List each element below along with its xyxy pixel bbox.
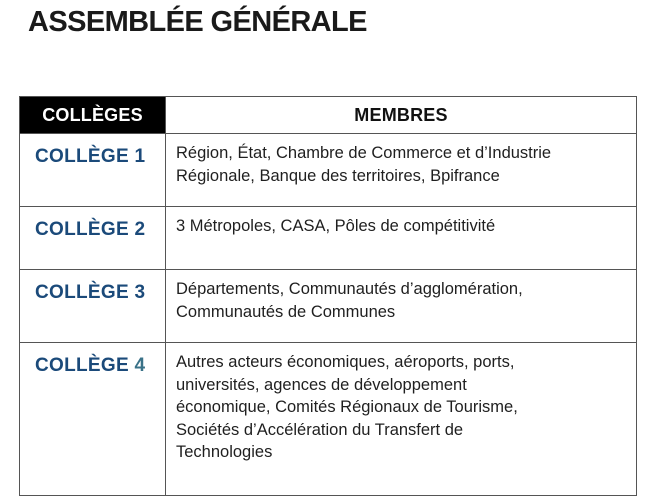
- table-row: [20, 343, 637, 496]
- members-cell: [166, 207, 637, 270]
- members-line: Technologies: [176, 443, 273, 461]
- members-line: Sociétés d’Accélération du Transfert de: [176, 420, 464, 439]
- members-line: Régionale, Banque des territoires, Bpifrance: [176, 166, 500, 185]
- assembly-table: [19, 96, 637, 496]
- members-line: Départements, Communautés d’agglomération,: [176, 280, 523, 298]
- page-title: ASSEMBLÉE GÉNÉRALE: [28, 6, 367, 38]
- table-row: [20, 270, 637, 343]
- header-colleges: COLLÈGES: [20, 97, 166, 134]
- members-line: Région, État, Chambre de Commerce et d’Industrie: [176, 144, 552, 162]
- members-line: 3 Métropoles, CASA, Pôles de compétitivité: [176, 217, 496, 235]
- assembly-table-container: [19, 96, 637, 496]
- college-label: [20, 343, 166, 496]
- table-row: [20, 207, 637, 270]
- members-line: universités, agences de développement: [176, 375, 467, 394]
- members-cell: [166, 270, 637, 343]
- college-label-prefix: COLLÈGE: [35, 355, 135, 376]
- members-cell: [166, 134, 637, 207]
- members-line: Communautés de Communes: [176, 302, 396, 321]
- table-row: [20, 134, 637, 207]
- members-cell: [166, 343, 637, 496]
- header-membres: MEMBRES: [166, 97, 637, 134]
- table-header-row: [20, 97, 637, 134]
- members-line: Autres acteurs économiques, aéroports, ports,: [176, 353, 515, 371]
- members-line: économique, Comités Régionaux de Tourisme,: [176, 398, 518, 416]
- college-label: COLLÈGE 3: [20, 270, 166, 343]
- college-label: COLLÈGE 1: [20, 134, 166, 207]
- college-label-number: 4: [134, 355, 146, 376]
- college-label: COLLÈGE 2: [20, 207, 166, 270]
